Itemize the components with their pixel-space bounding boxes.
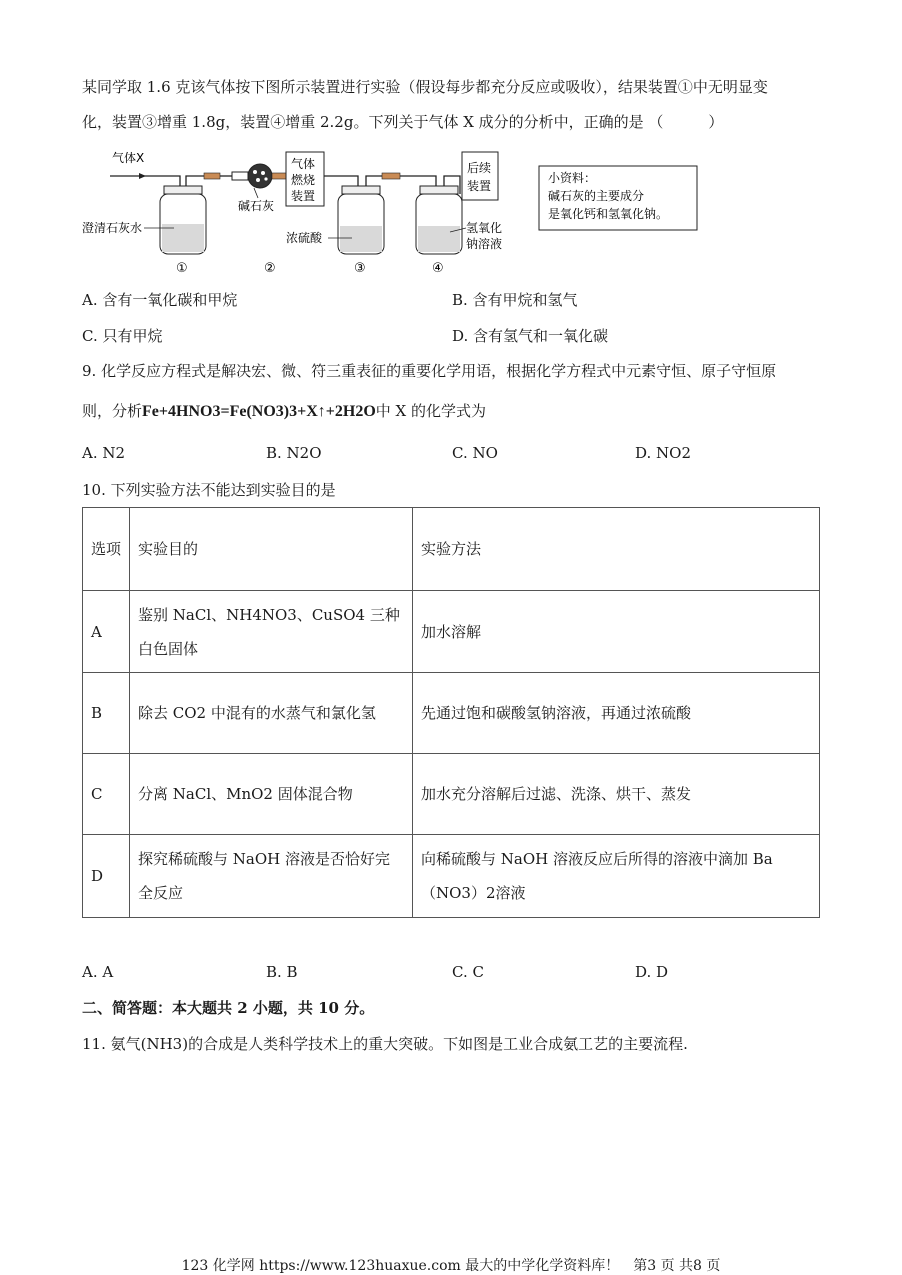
burner-label-1: 气体 bbox=[291, 157, 316, 171]
soda-lime-bulb bbox=[248, 164, 272, 188]
table-row bbox=[83, 673, 820, 754]
row-purpose: 除去 CO2 中混有的水蒸气和氯化氢 bbox=[130, 673, 413, 754]
info-line-3: 是氧化钙和氢氧化钠。 bbox=[548, 207, 669, 221]
label-1: ① bbox=[176, 261, 188, 276]
q9-prefix: 则，分析 bbox=[82, 402, 143, 420]
header-purpose: 实验目的 bbox=[130, 508, 413, 591]
row-method: 先通过饱和碳酸氢钠溶液，再通过浓硫酸 bbox=[413, 673, 820, 754]
row-key: D bbox=[83, 835, 130, 918]
q9-option-b: B. N2O bbox=[266, 444, 322, 462]
row-method: 加水充分溶解后过滤、洗涤、烘干、蒸发 bbox=[413, 754, 820, 835]
q10-option-b: B. B bbox=[266, 963, 298, 981]
apparatus-diagram bbox=[82, 146, 742, 278]
q10-table bbox=[82, 507, 820, 918]
row-key: A bbox=[83, 591, 130, 673]
q9-equation: Fe+4HNO3=Fe(NO3)3+X↑+2H2O bbox=[142, 403, 376, 420]
row-method: 向稀硫酸与 NaOH 溶液反应后所得的溶液中滴加 Ba（NO3）2溶液 bbox=[413, 835, 820, 918]
row-method: 加水溶解 bbox=[413, 591, 820, 673]
table-row bbox=[83, 591, 820, 673]
q8-option-b: B. 含有甲烷和氢气 bbox=[452, 291, 578, 309]
naoh-label-1: 氢氧化 bbox=[466, 221, 503, 235]
q9-option-c: C. NO bbox=[452, 444, 498, 462]
section-title: 二、简答题：本大题共 2 小题，共 10 分。 bbox=[82, 999, 375, 1017]
q8-option-c: C. 只有甲烷 bbox=[82, 327, 163, 345]
burner-label-2: 燃烧 bbox=[291, 173, 316, 187]
header-option: 选项 bbox=[83, 508, 130, 591]
lime-water-label: 澄清石灰水 bbox=[82, 221, 143, 235]
q10-option-a: A. A bbox=[82, 963, 114, 981]
row-purpose: 鉴别 NaCl、NH4NO3、CuSO4 三种白色固体 bbox=[130, 591, 413, 673]
followup-label-2: 装置 bbox=[467, 179, 492, 193]
q11-stem: 11. 氨气(NH3)的合成是人类科学技术上的重大突破。下如图是工业合成氨工艺的主要流程. bbox=[82, 1035, 688, 1053]
q10-stem: 10. 下列实验方法不能达到实验目的是 bbox=[82, 481, 336, 499]
row-purpose: 探究稀硫酸与 NaOH 溶液是否恰好完全反应 bbox=[130, 835, 413, 918]
info-line-2: 碱石灰的主要成分 bbox=[548, 189, 645, 203]
soda-lime-label: 碱石灰 bbox=[238, 199, 275, 213]
q9-stem-line1: 9. 化学反应方程式是解决宏、微、符三重表征的重要化学用语，根据化学方程式中元素守恒、原子守恒原 bbox=[82, 362, 777, 380]
table-row bbox=[83, 835, 820, 918]
acid-label: 浓硫酸 bbox=[286, 231, 323, 245]
q8-stem-line1: 某同学取 1.6 克该气体按下图所示装置进行实验（假设每步都充分反应或吸收），结果装置①中无明显变 bbox=[82, 78, 768, 96]
row-key: B bbox=[83, 673, 130, 754]
info-line-1: 小资料： bbox=[548, 171, 597, 185]
q8-stem-line2: 化，装置③增重 1.8g，装置④增重 2.2g。下列关于气体 X 成分的分析中，正确的是 （ ） bbox=[82, 113, 724, 131]
q9-option-d: D. NO2 bbox=[635, 444, 691, 462]
table-header-row bbox=[83, 508, 820, 591]
row-purpose: 分离 NaCl、MnO2 固体混合物 bbox=[130, 754, 413, 835]
page-footer: 123 化学网 https://www.123huaxue.com 最大的中学化学资料库！ 第3 页 共8 页 bbox=[181, 1258, 721, 1274]
q8-option-d: D. 含有氢气和一氧化碳 bbox=[452, 327, 609, 345]
label-3: ③ bbox=[354, 261, 366, 276]
burner-label-3: 装置 bbox=[291, 189, 316, 203]
naoh-label-2: 钠溶液 bbox=[466, 237, 503, 251]
q9-suffix: 中 X 的化学式为 bbox=[375, 402, 486, 420]
label-4: ④ bbox=[432, 261, 444, 276]
gas-x-label: 气体X bbox=[112, 151, 145, 165]
q8-option-a: A. 含有一氧化碳和甲烷 bbox=[82, 291, 238, 309]
q9-stem-line2 bbox=[82, 400, 486, 421]
row-key: C bbox=[83, 754, 130, 835]
q10-option-c: C. C bbox=[452, 963, 484, 981]
table-row bbox=[83, 754, 820, 835]
q10-option-d: D. D bbox=[635, 963, 669, 981]
label-2: ② bbox=[264, 261, 276, 276]
q9-option-a: A. N2 bbox=[82, 444, 126, 462]
followup-label-1: 后续 bbox=[467, 161, 492, 175]
header-method: 实验方法 bbox=[413, 508, 820, 591]
